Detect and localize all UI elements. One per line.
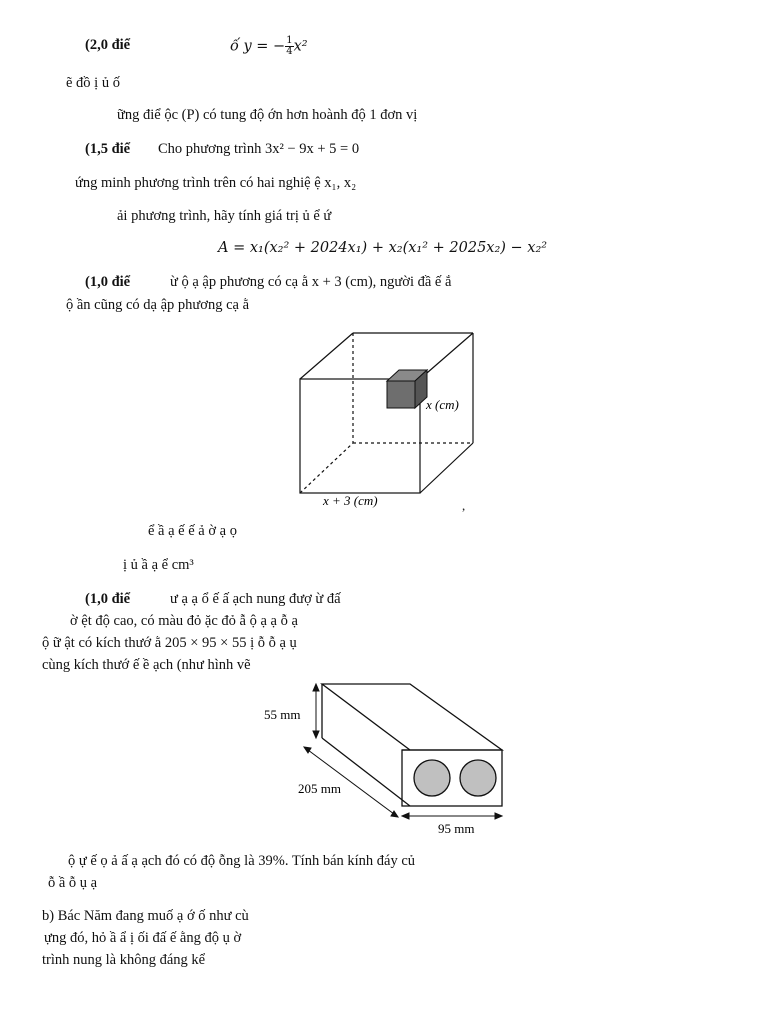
- q4-part-b-line3: trình nung là không đáng kể: [42, 952, 206, 968]
- stray-mark: ,: [462, 498, 466, 513]
- small-cube: [387, 370, 427, 408]
- q4-part-b-line1: b) Bác Năm đang muố ạ ớ ố như cù: [42, 908, 249, 924]
- height-label: 55 mm: [264, 707, 301, 722]
- q1-part-b: ững điể ộc (P) có tung độ ớn hơn hoành độ 1 đơn vị: [117, 107, 418, 123]
- q2-part-a: ứng minh phương trình trên có hai nghiệ ệ x₁, x₂: [75, 175, 357, 191]
- q3-part-b: ị ủ ầ ạ ể cm³: [123, 557, 194, 573]
- q1-part-a: ẽ đồ ị ủ ố: [66, 75, 120, 91]
- fraction-one-quarter: $\frac{1}{4}$: [286, 35, 293, 57]
- cube-figure: [285, 323, 485, 513]
- q1-function: ố y = − $\frac{1}{4}$ x²: [230, 35, 308, 57]
- q3-line2: ộ ần cũng có dạ ập phương cạ ằ: [66, 297, 250, 313]
- q4-part-a-line1: ộ ự ế ọ ả ấ ạ ạch đó có độ ỗng là 39%. Tính bán kính đáy củ: [68, 853, 416, 869]
- q4-part-b-line2: ựng đó, hỏ ầ ẩ ị ối đấ ế ằng độ ụ ờ: [44, 930, 242, 946]
- q4-line2: ờ ệt độ cao, có màu đỏ ặc đỏ ẫ ộ ạ ạ ỗ ạ: [70, 613, 298, 629]
- q4-part-a-line2: ỗ ầ ỗ ụ ạ: [48, 875, 98, 891]
- width-label: 95 mm: [438, 821, 475, 836]
- q2-header: (1,5 điể: [85, 141, 131, 157]
- q3-line1: ừ ộ ạ ập phương có cạ ằ x + 3 (cm), người đầ ế ắ: [170, 274, 452, 290]
- small-cube-label: x (cm): [426, 397, 459, 412]
- q4-line4: cùng kích thướ ế ề ạch (như hình vẽ: [42, 657, 251, 673]
- q3-part-a: ể ầ ạ ế ế ả ờ ạ ọ: [148, 523, 237, 539]
- q2-part-b: ải phương trình, hãy tính giá trị ủ ể ứ: [117, 208, 332, 224]
- q4-header: (1,0 điể: [85, 591, 131, 607]
- q2-formula: A = x₁(x₂² + 2024x₁) + x₂(x₁² + 2025x₂) − x₂²: [218, 240, 548, 256]
- big-cube-label: x + 3 (cm): [323, 493, 378, 508]
- q1-header: (2,0 điể: [85, 37, 131, 53]
- q3-header: (1,0 điể: [85, 274, 131, 290]
- brick-figure: [258, 678, 520, 840]
- q4-line3: ộ ữ ật có kích thướ ằ 205 × 95 × 55 ị ỗ ỗ ạ ụ: [42, 635, 297, 651]
- length-label: 205 mm: [298, 781, 341, 796]
- q4-line1: ư ạ ạ ổ ế ấ ạch nung đượ ừ đấ: [170, 591, 341, 607]
- q2-equation: Cho phương trình 3x² − 9x + 5 = 0: [158, 141, 360, 157]
